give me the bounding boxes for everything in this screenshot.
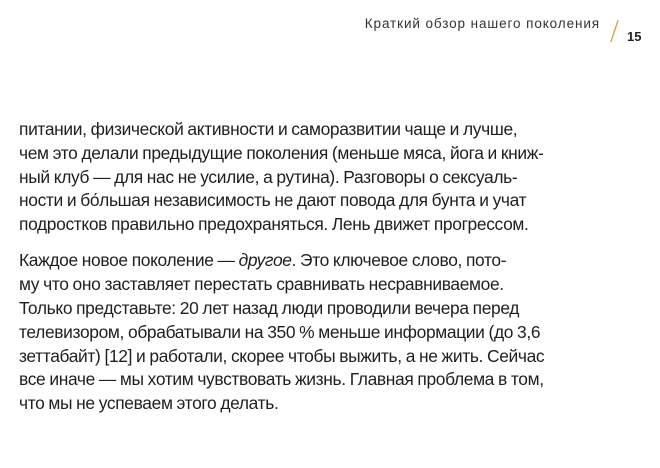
paragraph-2-lead: Каждое новое поколение — bbox=[19, 250, 239, 271]
page-number: 15 bbox=[627, 29, 642, 44]
paragraph-1: питании, физической активности и саморазвитии чаще и лучше, чем это делали предыдущие поколения (меньше мяса, йога и книж- ный клуб — для нас не усилие, а рутина). Разговоры о сексуаль- ности и бо́льшая независимость не дают повода для бунта и учат подростков правильно предохраняться. Лень движет прогрессом. bbox=[19, 119, 544, 235]
paragraph-2-rest: . Это ключевое слово, пото- му что оно заставляет перестать сравнивать несравниваемое. Только представьте: 20 лет назад люди проводили вечера перед телевизором, обрабатывали на 350 % меньше информации (до 3,6 зеттабайт) [12] и работали, скорее чтобы выжить, а не жить. Сейчас все иначе — мы хотим чувствовать жизнь. Главная проблема в том, что мы не успеваем этого делать. bbox=[19, 250, 545, 414]
body-text bbox=[19, 118, 606, 416]
running-header-title: Краткий обзор нашего поколения bbox=[364, 16, 600, 31]
paragraph-2 bbox=[19, 249, 606, 416]
slash-divider-icon bbox=[610, 20, 619, 42]
running-header bbox=[0, 14, 660, 44]
emphasized-word: другое bbox=[238, 250, 292, 271]
